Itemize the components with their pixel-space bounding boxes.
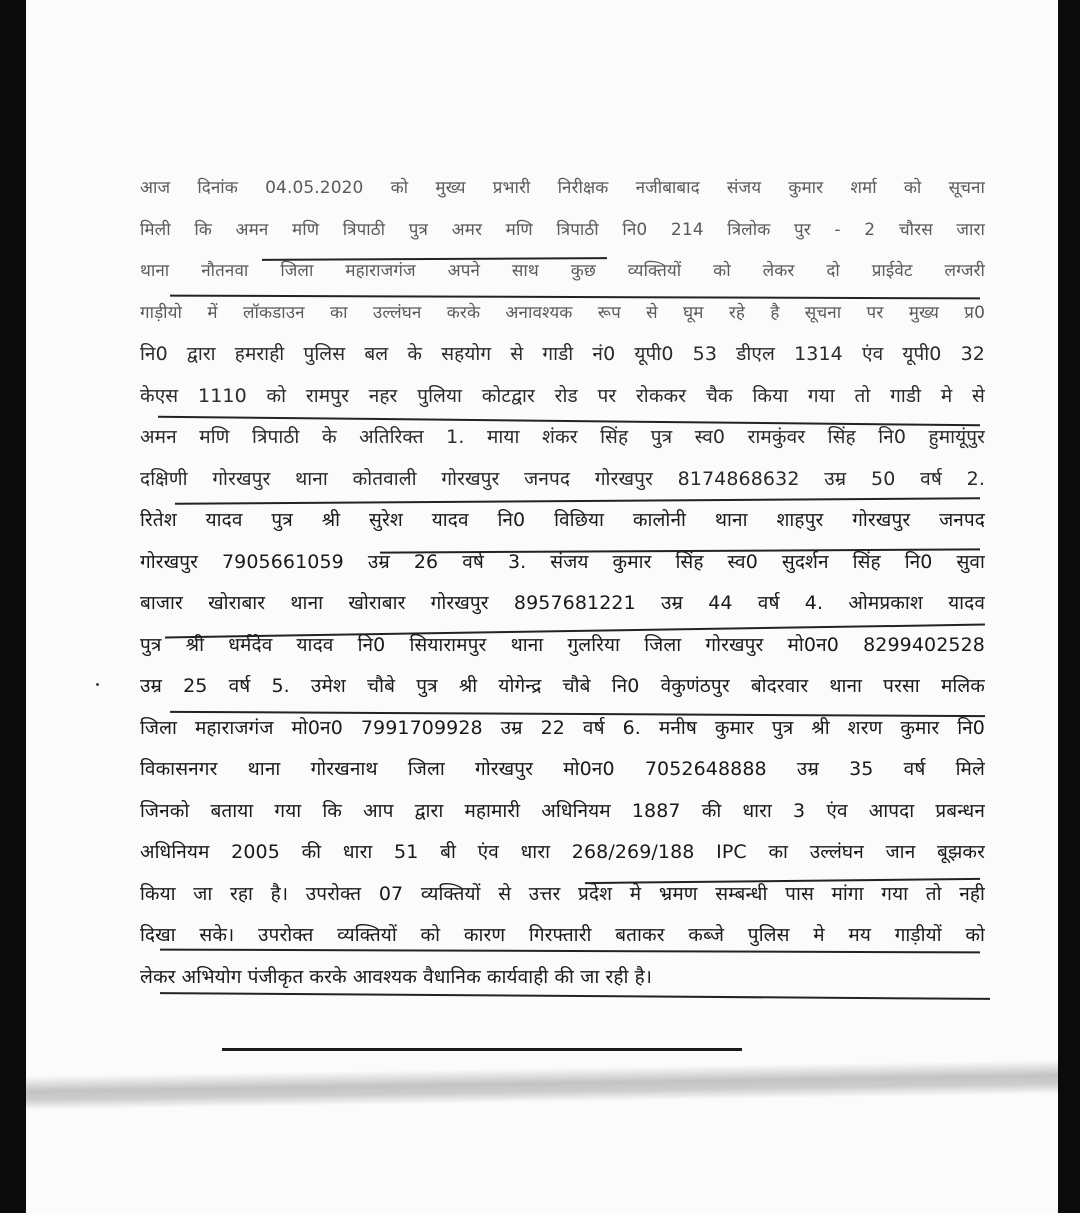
- text-line: रितेश यादव पुत्र श्री सुरेश यादव नि0 विछिया कालोनी थाना शाहपुर गोरखपुर जनपद: [140, 509, 985, 531]
- text-line: जिला महाराजगंज मो0न0 7991709928 उम्र 22 वर्ष 6. मनीष कुमार पुत्र श्री शरण कुमार नि0: [140, 716, 985, 739]
- text-line: गोरखपुर 7905661059 उम्र 26 वर्ष 3. संजय कुमार सिंह स्व0 सुदर्शन सिंह नि0 सुवा: [140, 550, 985, 573]
- text-line: आज दिनांक 04.05.2020 को मुख्य प्रभारी निरीक्षक नजीबाबाद संजय कुमार शर्मा को सूचना: [140, 178, 985, 198]
- scan-speck: [96, 683, 99, 686]
- text-line: गाड़ीयो में लॉकडाउन का उल्लंघन करके अनावश्यक रूप से घूम रहे है सूचना पर मुख्य प्र0: [140, 302, 985, 323]
- text-line: दिखा सके। उपरोक्त व्यक्तियों को कारण गिरफ्तारी बताकर कब्जे पुलिस मे मय गाड़ीयों को: [140, 924, 985, 946]
- text-line: नि0 द्वारा हमराही पुलिस बल के सहयोग से गाडी नं0 यूपी0 53 डीएल 1314 एंव यूपी0 32: [140, 343, 985, 365]
- text-line: किया जा रहा है। उपरोक्त 07 व्यक्तियों से उत्तर प्रदेश मे भ्रमण सम्बन्धी पास मांगा गया तो नही: [140, 882, 985, 905]
- text-line: पुत्र श्री धर्मदेव यादव नि0 सियारामपुर थाना गुलरिया जिला गोरखपुर मो0न0 8299402528: [140, 633, 985, 656]
- text-line: अधिनियम 2005 की धारा 51 बी एंव धारा 268/269/188 IPC का उल्लंघन जान बूझकर: [140, 841, 985, 863]
- text-line: अमन मणि त्रिपाठी के अतिरिक्त 1. माया शंकर सिंह पुत्र स्व0 रामकुंवर सिंह नि0 हुमायूंपुर: [140, 426, 985, 448]
- text-line: थाना नौतनवा जिला महाराजगंज अपने साथ कुछ व्यक्तियों को लेकर दो प्राईवेट लग्जरी: [140, 261, 985, 281]
- text-line: मिली कि अमन मणि त्रिपाठी पुत्र अमर मणि त्रिपाठी नि0 214 त्रिलोक पुर - 2 चौरस जारा: [140, 219, 985, 240]
- text-line: लेकर अभियोग पंजीकृत करके आवश्यक वैधानिक कार्यवाही की जा रही है।: [140, 965, 653, 988]
- scan-border-left: [0, 0, 26, 1213]
- text-line: केएस 1110 को रामपुर नहर पुलिया कोटद्वार रोड पर रोककर चैक किया गया तो गाडी मे से: [140, 384, 985, 407]
- footer-underline: [222, 1048, 742, 1051]
- text-line: विकासनगर थाना गोरखनाथ जिला गोरखपुर मो0न0 7052648888 उम्र 35 वर्ष मिले: [140, 758, 985, 780]
- text-line: बाजार खोराबार थाना खोराबार गोरखपुर 8957681221 उम्र 44 वर्ष 4. ओमप्रकाश यादव: [140, 592, 985, 614]
- text-line: दक्षिणी गोरखपुर थाना कोतवाली गोरखपुर जनपद गोरखपुर 8174868632 उम्र 50 वर्ष 2.: [140, 467, 985, 490]
- scan-border-right: [1058, 0, 1080, 1213]
- text-line: उम्र 25 वर्ष 5. उमेश चौबे पुत्र श्री योगेन्द्र चौबे नि0 वेकुणंठपुर बोदरवार थाना परसा मलिक: [140, 675, 985, 697]
- report-paragraph: [140, 168, 985, 998]
- text-line: जिनको बताया गया कि आप द्वारा महामारी अधिनियम 1887 की धारा 3 एंव आपदा प्रबन्धन: [140, 799, 985, 822]
